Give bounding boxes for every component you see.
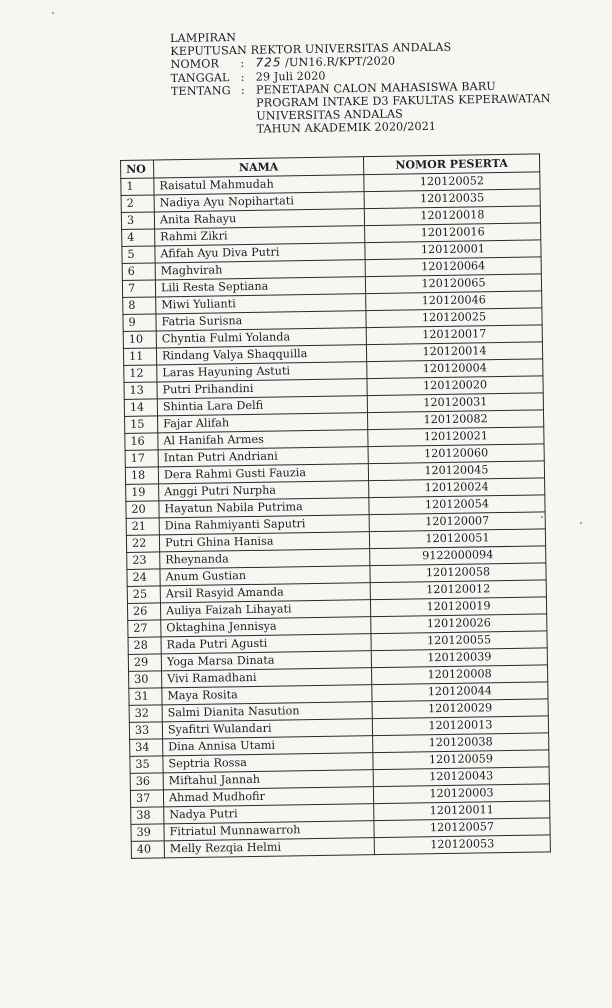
participant-number: 120120039 [371,648,547,668]
row-number: 4 [122,229,155,247]
row-number: 2 [121,195,154,213]
tanggal-label: TANGGAL [170,70,230,85]
row-number: 27 [128,620,161,638]
participant-name: Arsil Rasyid Amanda [160,583,370,603]
row-number: 20 [126,501,159,519]
participant-number: 120120051 [369,529,545,549]
participant-name: Fajar Alifah [158,413,368,433]
participant-number: 120120018 [364,206,540,226]
row-number: 6 [122,263,155,281]
row-number: 28 [128,637,161,655]
tanggal-value: 29 Juli 2020 [255,69,326,84]
participant-name: Vivi Ramadhani [162,668,372,688]
tentang-separator: : [240,83,245,97]
participant-name: Septria Rossa [163,753,373,773]
participant-number: 120120025 [366,308,542,328]
row-number: 37 [130,790,163,808]
column-header-nama: NAMA [154,157,364,178]
participant-name: Shintia Lara Delfi [157,396,367,416]
participant-name: Anita Rahayu [154,209,364,229]
participant-name: Hayatun Nabila Putrima [159,498,369,518]
participant-number: 120120043 [373,767,549,787]
participant-name: Afifah Ayu Diva Putri [155,243,365,263]
row-number: 16 [125,433,158,451]
participant-number: 120120012 [370,580,546,600]
row-number: 9 [123,314,156,332]
row-number: 10 [123,331,156,349]
table-body [121,172,551,858]
participant-number: 120120064 [365,257,541,277]
participant-name: Laras Hayuning Astuti [157,362,367,382]
decree-title: KEPUTUSAN REKTOR UNIVERSITAS ANDALAS [170,40,452,59]
participant-number: 120120017 [366,325,542,345]
participant-name: Miftahul Jannah [163,770,373,790]
row-number: 34 [130,739,163,757]
row-number: 12 [124,365,157,383]
participant-name: Oktaghina Jennisya [161,617,371,637]
row-number: 1 [121,178,154,196]
scan-speck [541,516,543,518]
row-number: 24 [127,569,160,587]
participant-name: Nadya Putri [164,804,374,824]
participant-number: 120120008 [372,665,548,685]
column-header-no: NO [121,160,154,179]
participant-name: Fitriatul Munnawarroh [164,821,374,841]
participant-number: 120120004 [367,359,543,379]
scan-speck [548,738,550,740]
participant-number: 120120014 [366,342,542,362]
participant-number: 120120059 [373,750,549,770]
participant-name: Rindang Valya Shaqquilla [156,345,366,365]
tentang-line: PENETAPAN CALON MAHASISWA BARU [255,79,496,97]
participant-number: 120120024 [369,478,545,498]
row-number: 23 [127,552,160,570]
attachment-title: LAMPIRAN [170,30,237,45]
scan-speck [52,12,54,14]
participant-name: Auliya Faizah Lihayati [160,600,370,620]
row-number: 38 [131,807,164,825]
participant-name: Dera Rahmi Gusti Fauzia [158,464,368,484]
row-number: 26 [127,603,160,621]
participant-number: 120120035 [364,189,540,209]
handwritten-number: 725 [255,55,282,71]
participant-name: Putri Ghina Hanisa [159,532,369,552]
participant-name: Ahmad Mudhofir [163,787,373,807]
row-number: 7 [122,280,155,298]
participant-name: Rada Putri Agusti [161,634,371,654]
participant-number: 120120065 [365,274,541,294]
tentang-line: TAHUN AKADEMIK 2020/2021 [256,120,437,137]
participant-number: 9122000094 [370,546,546,566]
participant-name: Rahmi Zikri [155,226,365,246]
participant-name: Anggi Putri Nurpha [159,481,369,501]
participant-name: Syafitri Wulandari [162,719,372,739]
participant-number: 120120055 [371,631,547,651]
row-number: 31 [129,688,162,706]
tanggal-separator: : [240,70,245,84]
row-number: 5 [122,246,155,264]
participant-name: Al Hanifah Armes [158,430,368,450]
participant-name: Intan Putri Andriani [158,447,368,467]
participant-number: 120120026 [371,614,547,634]
participant-name: Salmi Dianita Nasution [162,702,372,722]
participant-number: 120120019 [370,597,546,617]
participant-number: 120120007 [369,512,545,532]
participant-number: 120120029 [372,699,548,719]
participant-number: 120120013 [372,716,548,736]
row-number: 29 [128,654,161,672]
row-number: 11 [123,348,156,366]
participants-table [120,153,551,859]
participant-name: Raisatul Mahmudah [154,175,364,195]
participant-name: Melly Rezqia Helmi [164,838,374,858]
participant-number: 120120046 [366,291,542,311]
tentang-line: PROGRAM INTAKE D3 FAKULTAS KEPERAWATAN [256,92,551,110]
participant-number: 120120038 [373,733,549,753]
participant-number: 120120053 [374,835,550,855]
participant-number: 120120001 [365,240,541,260]
row-number: 21 [126,518,159,536]
nomor-separator: : [240,57,245,71]
column-header-nomor-peserta: NOMOR PESERTA [363,154,539,175]
participant-name: Yoga Marsa Dinata [161,651,371,671]
participant-name: Lili Resta Septiana [155,277,365,297]
row-number: 33 [129,722,162,740]
row-number: 18 [125,467,158,485]
participant-number: 120120003 [373,784,549,804]
participant-number: 120120044 [372,682,548,702]
row-number: 14 [124,399,157,417]
nomor-label: NOMOR [170,57,220,72]
row-number: 30 [129,671,162,689]
participant-number: 120120082 [367,410,543,430]
participant-number: 120120020 [367,376,543,396]
participant-number: 120120057 [374,818,550,838]
participant-name: Maghvirah [155,260,365,280]
row-number: 25 [127,586,160,604]
tentang-line: UNIVERSITAS ANDALAS [256,107,403,123]
scan-speck [580,522,582,524]
row-number: 15 [125,416,158,434]
row-number: 35 [130,756,163,774]
row-number: 40 [131,841,164,859]
participant-name: Rheynanda [160,549,370,569]
participant-number: 120120016 [365,223,541,243]
participant-number: 120120045 [368,461,544,481]
participant-number: 120120060 [368,444,544,464]
participant-number: 120120031 [367,393,543,413]
participant-name: Dina Rahmiyanti Saputri [159,515,369,535]
tentang-label: TENTANG [170,83,231,98]
row-number: 22 [126,535,159,553]
participant-name: Maya Rosita [162,685,372,705]
participant-number: 120120052 [364,172,540,192]
document-header [170,25,592,137]
participant-number: 120120011 [374,801,550,821]
participant-number: 120120058 [370,563,546,583]
participant-number: 120120054 [369,495,545,515]
participant-name: Anum Gustian [160,566,370,586]
participant-name: Miwi Yulianti [156,294,366,314]
participant-name: Putri Prihandini [157,379,367,399]
row-number: 8 [123,297,156,315]
row-number: 39 [131,824,164,842]
row-number: 36 [130,773,163,791]
participant-name: Chyntia Fulmi Yolanda [156,328,366,348]
row-number: 13 [124,382,157,400]
row-number: 32 [129,705,162,723]
nomor-value: /UN16.R/KPT/2020 [284,54,396,70]
row-number: 17 [125,450,158,468]
participant-name: Nadiya Ayu Nopihartati [154,192,364,212]
participant-name: Dina Annisa Utami [163,736,373,756]
participant-number: 120120021 [368,427,544,447]
row-number: 19 [126,484,159,502]
participant-name: Fatria Surisna [156,311,366,331]
row-number: 3 [121,212,154,230]
